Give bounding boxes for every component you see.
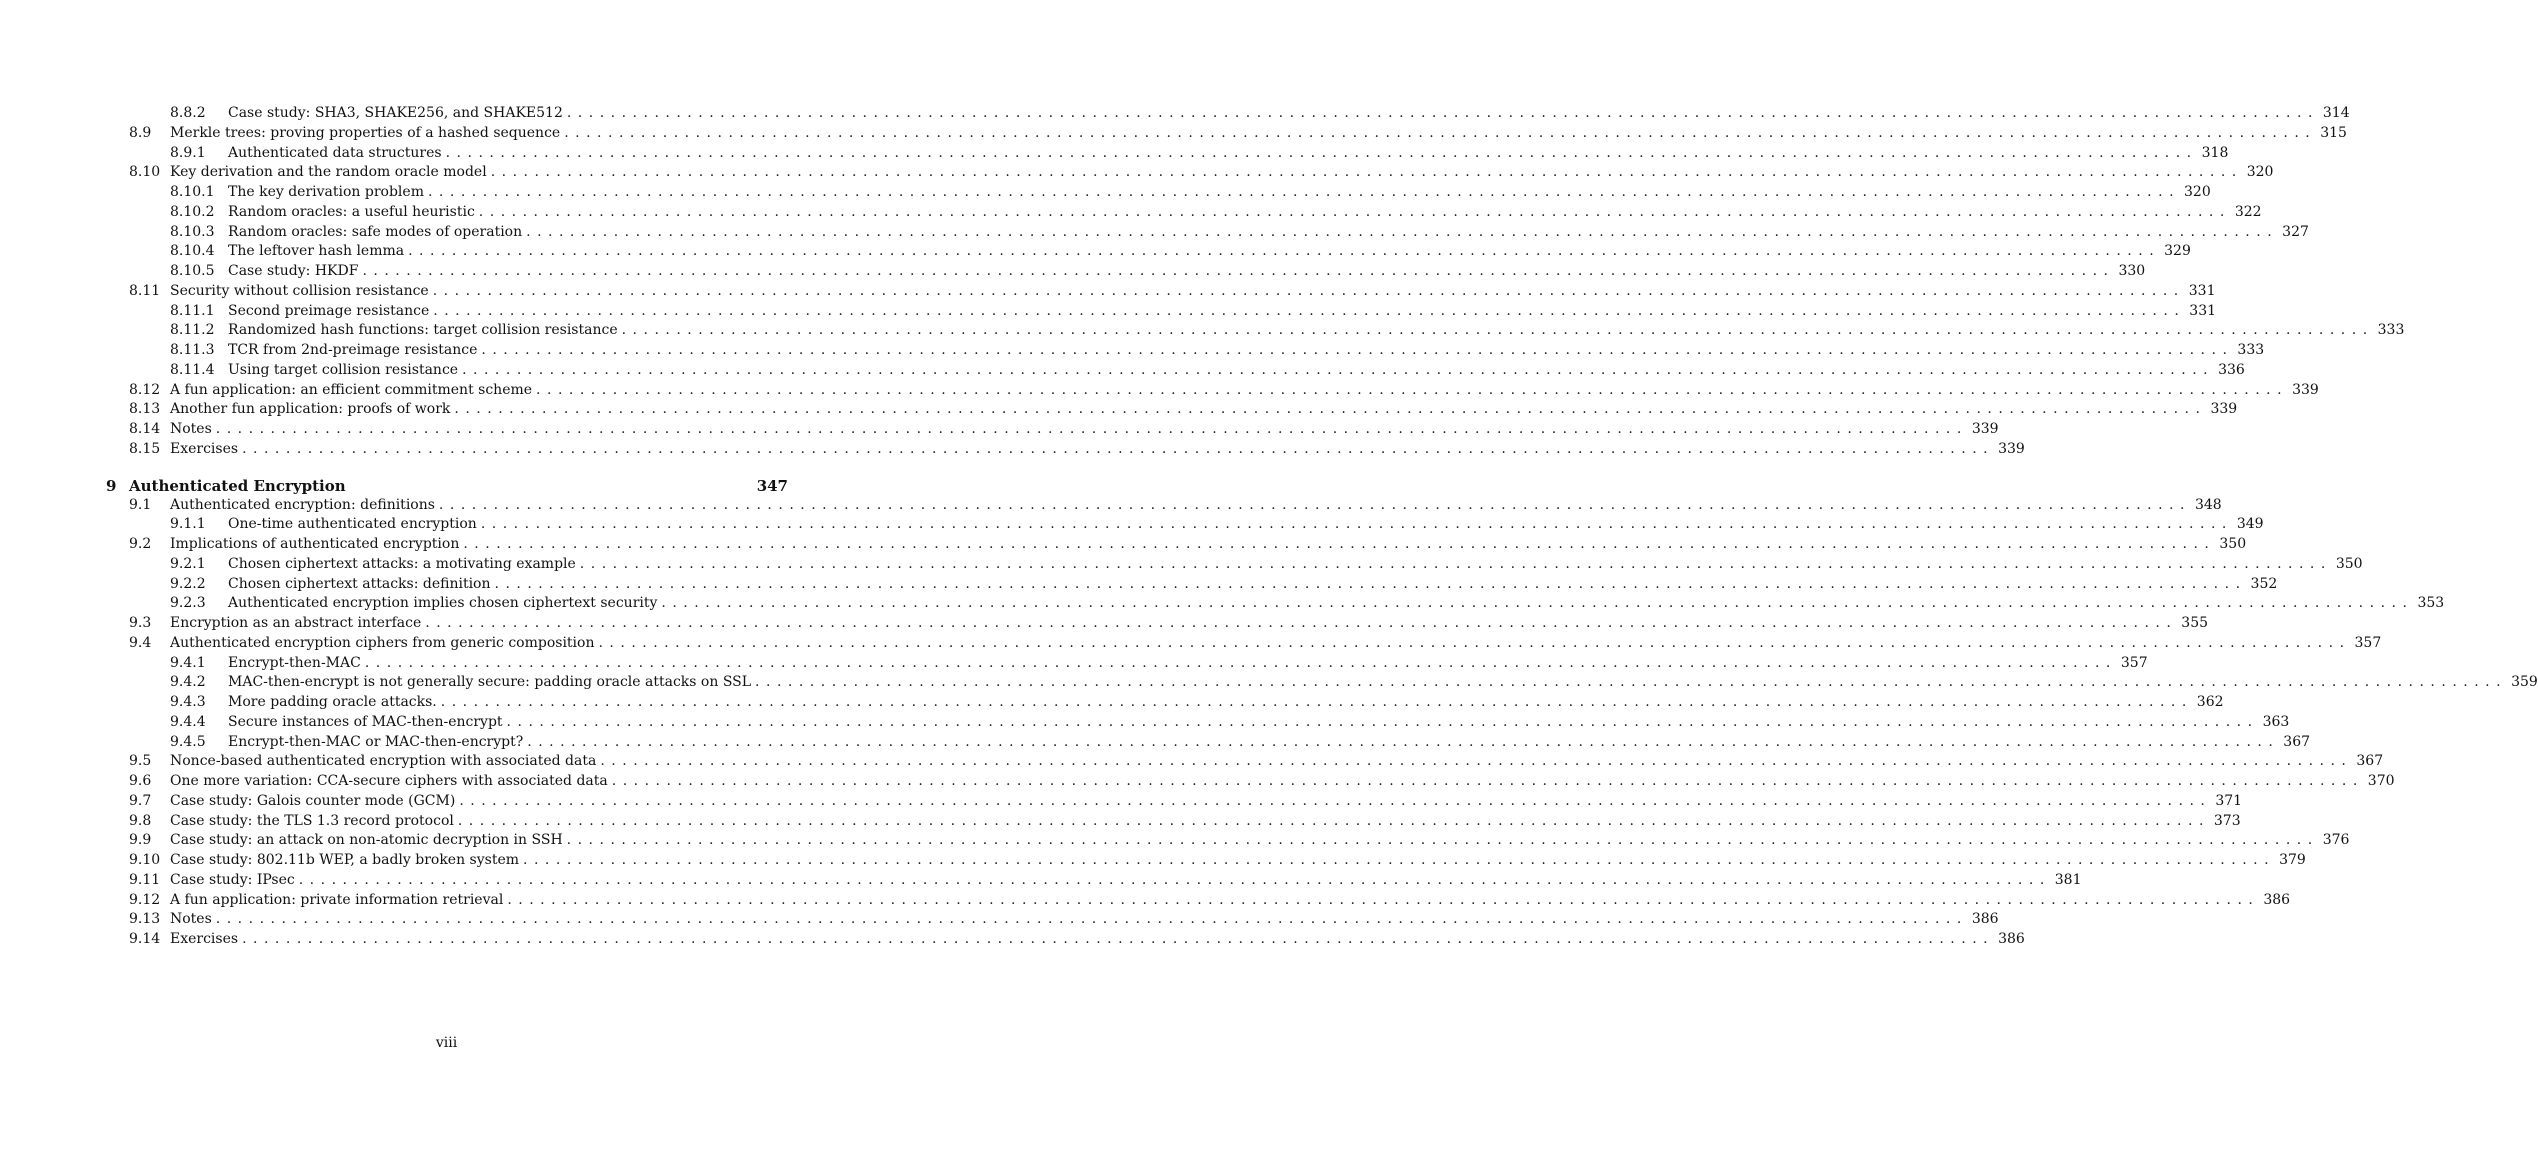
toc-leader-dots: ................................................................................................................................................................ xyxy=(523,852,2276,868)
toc-entry-line xyxy=(228,555,2363,575)
toc-entry-page: 386 xyxy=(1971,911,1999,928)
toc-entry-line xyxy=(170,535,2247,555)
toc-entry-number: 9.9 xyxy=(129,832,152,849)
toc-entry-title: The key derivation problem xyxy=(228,183,428,203)
toc-leader-dots: ................................................................................................................................................................ xyxy=(440,694,2193,710)
toc-entry-line xyxy=(228,673,2538,693)
toc-entry-page: 367 xyxy=(2283,733,2311,750)
toc-leader-dots: ................................................................................................................................................................ xyxy=(507,891,2260,908)
toc-section-entry[interactable] xyxy=(0,634,2382,654)
toc-entry-number: 9.4.4 xyxy=(170,713,206,730)
toc-entry-number: 8.13 xyxy=(129,401,161,418)
toc-entry-line xyxy=(170,812,2241,832)
toc-entry-number: 9.3 xyxy=(129,615,152,631)
toc-entry-page: 329 xyxy=(2164,243,2191,260)
toc-entry-page: 350 xyxy=(2219,536,2247,552)
toc-entry-page: 327 xyxy=(2282,223,2309,240)
toc-entry-title: Case study: the TLS 1.3 record protocol xyxy=(170,812,458,832)
toc-entry-line xyxy=(228,341,2265,361)
toc-leader-dots: ................................................................................................................................................................ xyxy=(462,361,2215,378)
toc-entry-title: A fun application: an efficient commitment scheme xyxy=(170,381,536,401)
toc-leader-dots: ................................................................................................................................................................ xyxy=(457,812,2210,829)
toc-subsection-entry[interactable] xyxy=(0,594,2445,614)
toc-entry-line xyxy=(228,144,2229,164)
toc-entry-line xyxy=(228,302,2217,322)
toc-entry-number: 8.10.3 xyxy=(170,223,215,240)
toc-entry-number: 9.1.1 xyxy=(170,516,206,533)
toc-entry-number: 9.4.2 xyxy=(170,674,206,691)
toc-entry-number: 9.2.2 xyxy=(170,575,206,592)
toc-section-entry[interactable] xyxy=(0,871,2082,891)
toc-entry-line xyxy=(170,792,2243,812)
toc-entry-number: 8.8.2 xyxy=(170,105,206,121)
toc-leader-dots: ................................................................................................................................................................ xyxy=(364,654,2117,671)
toc-entry-page: 339 xyxy=(2292,381,2319,398)
toc-leader-dots: ................................................................................................................................................................ xyxy=(242,440,1995,457)
toc-entry-title: Using target collision resistance xyxy=(228,361,462,381)
toc-entry-page: 322 xyxy=(2234,203,2262,220)
toc-subsection-entry[interactable] xyxy=(0,144,2229,164)
toc-leader-dots: ................................................................................................................................................................ xyxy=(445,144,2198,161)
toc-entry-title: One more variation: CCA-secure ciphers with associated data xyxy=(170,772,612,792)
toc-leader-dots: ................................................................................................................................................................ xyxy=(438,496,2191,513)
toc-entry-title: A fun application: private information retrieval xyxy=(170,891,507,911)
toc-entry-number: 8.12 xyxy=(129,381,161,398)
toc-entry-title: Randomized hash functions: target collision resistance xyxy=(228,321,622,341)
toc-entry-title: TCR from 2nd-preimage resistance xyxy=(228,341,481,361)
toc-entry-page: 315 xyxy=(2320,124,2347,141)
toc-entry-line xyxy=(228,713,2290,733)
toc-entry-title: Encryption as an abstract interface xyxy=(170,614,425,634)
toc-subsection-entry[interactable] xyxy=(0,262,2146,282)
toc-section-entry[interactable] xyxy=(0,282,2216,302)
toc-entry-page: 339 xyxy=(2210,401,2238,418)
toc-section-entry[interactable] xyxy=(0,752,2384,772)
toc-entry-number: 8.9 xyxy=(129,124,152,141)
toc-entry-title: Another fun application: proofs of work xyxy=(170,400,454,420)
toc-entry-number: 8.9.1 xyxy=(170,144,206,161)
toc-entry-title: The leftover hash lemma xyxy=(228,242,408,262)
toc-entry-line xyxy=(228,594,2445,614)
toc-entry-number: 8.10.1 xyxy=(170,184,215,200)
toc-entry-line xyxy=(170,851,2306,871)
toc-entry-line xyxy=(170,930,2025,950)
toc-entry-line xyxy=(170,772,2395,792)
toc-section-entry[interactable] xyxy=(0,163,2274,183)
toc-leader-dots: ................................................................................................................................................................ xyxy=(425,615,2178,631)
toc-leader-dots: ................................................................................................................................................................ xyxy=(215,911,1968,928)
toc-leader-dots: ................................................................................................................................................................ xyxy=(494,575,2247,592)
toc-leader-dots: ................................................................................................................................................................ xyxy=(600,753,2353,770)
toc-leader-dots: ................................................................................................................................................................ xyxy=(432,282,2185,299)
toc-entry-number: 9.8 xyxy=(129,812,152,829)
toc-entry-page: 355 xyxy=(2181,615,2209,631)
toc-leader-dots: ................................................................................................................................................................ xyxy=(481,342,2234,358)
toc-entry-number: 9.2 xyxy=(129,536,152,552)
toc-entry-number: 9.2.3 xyxy=(170,595,206,612)
toc-entry-line xyxy=(228,733,2311,753)
toc-section-entry[interactable] xyxy=(0,891,2291,911)
toc-leader-dots: ................................................................................................................................................................ xyxy=(242,931,1995,947)
toc-leader-dots: ................................................................................................................................................................ xyxy=(433,302,2186,319)
toc-entry-number: 8.11.1 xyxy=(170,302,215,319)
toc-entry-title: Authenticated data structures xyxy=(228,144,446,164)
toc-entry-line xyxy=(228,242,2191,262)
toc-section-entry[interactable] xyxy=(0,812,2241,832)
toc-subsection-entry[interactable] xyxy=(0,673,2538,693)
toc-subsection-entry[interactable] xyxy=(0,555,2363,575)
toc-entry-title: Second preimage resistance xyxy=(228,302,433,322)
toc-subsection-entry[interactable] xyxy=(0,361,2245,381)
chapter-heading[interactable] xyxy=(0,476,893,496)
toc-entry-title: Case study: SHA3, SHAKE256, and SHAKE512 xyxy=(228,104,567,124)
toc-leader-dots: ................................................................................................................................................................ xyxy=(362,263,2115,279)
toc-entry-page: 371 xyxy=(2215,792,2243,809)
toc-entry-page: 367 xyxy=(2356,753,2384,770)
toc-entry-number: 9.5 xyxy=(129,753,152,770)
toc-entry-page: 320 xyxy=(2184,184,2211,200)
toc-entry-line xyxy=(170,910,1999,930)
toc-entry-page: 348 xyxy=(2194,496,2222,513)
toc-entry-number: 8.10.5 xyxy=(170,263,215,279)
toc-entry-page: 331 xyxy=(2189,302,2217,319)
toc-entry-line xyxy=(170,381,2319,401)
toc-entry-line xyxy=(170,496,2222,516)
toc-subsection-entry[interactable] xyxy=(0,575,2278,595)
toc-entry-number: 9.12 xyxy=(129,891,161,908)
toc-leader-dots: ................................................................................................................................................................ xyxy=(490,164,2243,181)
toc-entry-number: 8.10 xyxy=(129,164,161,181)
toc-entry-title: Implications of authenticated encryption xyxy=(170,535,463,555)
toc-entry-line xyxy=(170,124,2347,144)
toc-entry-line xyxy=(170,440,2025,460)
toc-leader-dots: ................................................................................................................................................................ xyxy=(566,105,2319,121)
toc-entry-title: Encrypt-then-MAC or MAC-then-encrypt? xyxy=(228,733,527,753)
toc-entry-page: 386 xyxy=(1998,931,2025,947)
toc-entry-page: 349 xyxy=(2236,516,2264,533)
toc-entry-number: 9.4.1 xyxy=(170,654,206,671)
toc-entry-line xyxy=(228,361,2245,381)
toc-entry-title: Case study: 802.11b WEP, a badly broken system xyxy=(170,851,523,871)
toc-entry-number: 9.7 xyxy=(129,792,152,809)
toc-entry-page: 333 xyxy=(2377,322,2405,339)
toc-leader-dots: ................................................................................................................................................................ xyxy=(427,184,2181,200)
toc-section-entry[interactable] xyxy=(0,910,1999,930)
toc-entry-page: 331 xyxy=(2188,282,2216,299)
toc-leader-dots: ................................................................................................................................................................ xyxy=(611,773,2364,789)
toc-entry-number: 8.10.2 xyxy=(170,203,215,220)
toc-subsection-entry[interactable] xyxy=(0,183,2211,203)
toc-leader-dots: ................................................................................................................................................................ xyxy=(215,421,1968,437)
toc-entry-number: 8.11 xyxy=(129,282,161,299)
toc-entry-number: 8.15 xyxy=(129,440,161,457)
toc-entry-line xyxy=(170,614,2209,634)
toc-entry-page: 318 xyxy=(2201,144,2229,161)
toc-entry-title: MAC-then-encrypt is not generally secure: padding oracle attacks on SSL xyxy=(228,673,755,693)
page-number: viii xyxy=(435,1035,458,1051)
toc-entry-title: Nonce-based authenticated encryption with associated data xyxy=(170,752,600,772)
toc-entry-number: 9.4.3 xyxy=(170,694,206,710)
toc-leader-dots: ................................................................................................................................................................ xyxy=(526,223,2279,240)
toc-entry-number: 9.13 xyxy=(129,911,161,928)
toc-entry-page: 362 xyxy=(2196,694,2224,710)
chapter-page: 347 xyxy=(756,476,788,495)
toc-entry-line xyxy=(170,891,2291,911)
toc-subsection-entry[interactable] xyxy=(0,223,2309,243)
toc-section-entry[interactable] xyxy=(0,614,2209,634)
toc-subsection-entry[interactable] xyxy=(0,693,2224,713)
toc-entry-number: 9.11 xyxy=(129,871,161,888)
toc-section-entry[interactable] xyxy=(0,400,2238,420)
toc-leader-dots: ................................................................................................................................................................ xyxy=(463,536,2216,552)
toc-section-entry[interactable] xyxy=(0,792,2243,812)
toc-entry-line xyxy=(228,104,2350,124)
toc-entry-title: Chosen ciphertext attacks: definition xyxy=(228,575,495,595)
toc-entry-number: 9.1 xyxy=(129,496,152,513)
toc-leader-dots: ................................................................................................................................................................ xyxy=(661,595,2414,612)
toc-entry-page: 333 xyxy=(2237,342,2265,358)
toc-subsection-entry[interactable] xyxy=(0,203,2262,223)
toc-entry-page: 379 xyxy=(2279,852,2306,868)
toc-entry-line xyxy=(228,262,2146,282)
toc-subsection-entry[interactable] xyxy=(0,321,2405,341)
toc-section-entry[interactable] xyxy=(0,831,2350,851)
toc-entry-number: 8.11.4 xyxy=(170,361,215,378)
chapter-number: 9 xyxy=(106,476,117,495)
toc-subsection-entry[interactable] xyxy=(0,713,2290,733)
toc-entry-page: 350 xyxy=(2335,555,2363,572)
toc-section-entry[interactable] xyxy=(0,535,2247,555)
toc-section-entry[interactable] xyxy=(0,930,2025,950)
toc-entry-title: Merkle trees: proving properties of a hashed sequence xyxy=(170,124,564,144)
toc-section-chapter-9 xyxy=(0,496,2538,950)
toc-entry-title: Case study: IPsec xyxy=(170,871,299,891)
toc-entry-line xyxy=(228,693,2224,713)
toc-entry-line xyxy=(170,831,2350,851)
toc-entry-line xyxy=(170,871,2082,891)
toc-entry-number: 8.11.3 xyxy=(170,342,215,358)
toc-leader-dots: ................................................................................................................................................................ xyxy=(459,792,2212,809)
toc-entry-line xyxy=(228,203,2262,223)
toc-entry-line xyxy=(170,752,2384,772)
toc-entry-page: 376 xyxy=(2322,832,2350,849)
toc-entry-number: 9.14 xyxy=(129,931,161,947)
toc-entry-title: Exercises xyxy=(170,930,242,950)
toc-entry-line xyxy=(170,634,2382,654)
toc-entry-page: 352 xyxy=(2250,575,2278,592)
toc-subsection-entry[interactable] xyxy=(0,302,2217,322)
toc-entry-page: 336 xyxy=(2218,361,2245,378)
chapter-title: Authenticated Encryption xyxy=(129,476,346,495)
toc-entry-title: Authenticated encryption: definitions xyxy=(170,496,439,516)
toc-entry-number: 8.10.4 xyxy=(170,243,215,260)
toc-entry-title: Exercises xyxy=(170,440,242,460)
toc-entry-line xyxy=(228,575,2278,595)
toc-entry-line xyxy=(228,654,2148,674)
toc-entry-line xyxy=(228,515,2264,535)
toc-subsection-entry[interactable] xyxy=(0,242,2191,262)
toc-leader-dots: ................................................................................................................................................................ xyxy=(564,124,2317,141)
toc-entry-page: 314 xyxy=(2322,105,2350,121)
toc-entry-number: 9.10 xyxy=(129,852,161,868)
toc-leader-dots: ................................................................................................................................................................ xyxy=(598,634,2351,651)
toc-leader-dots: ................................................................................................................................................................ xyxy=(621,322,2374,339)
toc-entry-page: 370 xyxy=(2367,773,2395,789)
toc-section-chapter-8 xyxy=(0,104,2405,460)
toc-entry-line xyxy=(228,321,2405,341)
toc-leader-dots: ................................................................................................................................................................ xyxy=(454,401,2207,418)
toc-entry-number: 9.6 xyxy=(129,773,152,789)
toc-entry-page: 357 xyxy=(2120,654,2148,671)
toc-entry-title: Security without collision resistance xyxy=(170,282,433,302)
toc-leader-dots: ................................................................................................................................................................ xyxy=(755,674,2508,691)
toc-entry-line xyxy=(170,420,1999,440)
toc-entry-title: Key derivation and the random oracle model xyxy=(170,163,491,183)
toc-section-entry[interactable] xyxy=(0,851,2306,871)
toc-entry-title: More padding oracle attacks. xyxy=(228,693,441,713)
toc-entry-title: Authenticated encryption ciphers from generic composition xyxy=(170,634,598,654)
toc-entry-line xyxy=(228,183,2211,203)
toc-entry-line xyxy=(228,223,2309,243)
toc-entry-title: Random oracles: a useful heuristic xyxy=(228,203,479,223)
toc-entry-title: One-time authenticated encryption xyxy=(228,515,481,535)
toc-entry-title: Case study: Galois counter mode (GCM) xyxy=(170,792,459,812)
toc-entry-page: 339 xyxy=(1971,421,1999,437)
toc-section-entry[interactable] xyxy=(0,440,2025,460)
toc-entry-number: 9.4 xyxy=(129,634,152,651)
toc-section-entry[interactable] xyxy=(0,381,2319,401)
toc-entry-title: Random oracles: safe modes of operation xyxy=(228,223,526,243)
toc-subsection-entry[interactable] xyxy=(0,654,2148,674)
toc-entry-page: 357 xyxy=(2354,634,2382,651)
toc-entry-page: 381 xyxy=(2054,871,2082,888)
toc-leader-dots: ................................................................................................................................................................ xyxy=(579,555,2332,572)
toc-leader-dots: ................................................................................................................................................................ xyxy=(566,832,2319,849)
toc-entry-page: 339 xyxy=(1998,440,2025,457)
toc-entry-page: 363 xyxy=(2262,713,2290,730)
toc-entry-page: 359 xyxy=(2511,674,2538,691)
toc-entry-line xyxy=(170,163,2274,183)
toc-section-entry[interactable] xyxy=(0,496,2222,516)
toc-entry-page: 330 xyxy=(2118,263,2146,279)
toc-entry-page: 373 xyxy=(2213,812,2241,829)
toc-entry-line xyxy=(170,400,2238,420)
toc-section-entry[interactable] xyxy=(0,772,2395,792)
toc-leader-dots: ................................................................................................................................................................ xyxy=(527,733,2280,750)
toc-entry-number: 9.4.5 xyxy=(170,733,206,750)
toc-entry-number: 9.2.1 xyxy=(170,555,206,572)
toc-leader-dots: ................................................................................................................................................................ xyxy=(408,243,2161,260)
table-of-contents xyxy=(0,104,2538,950)
toc-entry-page: 353 xyxy=(2417,595,2445,612)
toc-entry-line xyxy=(170,282,2216,302)
toc-entry-title: Secure instances of MAC-then-encrypt xyxy=(228,713,507,733)
toc-leader-dots: ................................................................................................................................................................ xyxy=(478,203,2231,220)
toc-subsection-entry[interactable] xyxy=(0,515,2264,535)
toc-entry-title: Encrypt-then-MAC xyxy=(228,654,365,674)
toc-entry-title: Authenticated encryption implies chosen ciphertext security xyxy=(228,594,661,614)
toc-entry-title: Case study: HKDF xyxy=(228,262,362,282)
toc-subsection-entry[interactable] xyxy=(0,733,2311,753)
toc-entry-title: Chosen ciphertext attacks: a motivating example xyxy=(228,555,580,575)
toc-entry-title: Notes xyxy=(170,910,216,930)
toc-section-entry[interactable] xyxy=(0,124,2347,144)
toc-leader-dots: ................................................................................................................................................................ xyxy=(536,381,2289,398)
toc-entry-page: 320 xyxy=(2246,164,2274,181)
toc-entry-number: 8.11.2 xyxy=(170,322,215,339)
toc-entry-title: Case study: an attack on non-atomic decryption in SSH xyxy=(170,831,567,851)
toc-subsection-entry[interactable] xyxy=(0,104,2350,124)
toc-entry-title: Notes xyxy=(170,420,216,440)
toc-section-entry[interactable] xyxy=(0,420,1999,440)
toc-entry-page: 386 xyxy=(2263,891,2291,908)
toc-subsection-entry[interactable] xyxy=(0,341,2265,361)
toc-leader-dots: ................................................................................................................................................................ xyxy=(506,713,2259,730)
toc-entry-number: 8.14 xyxy=(129,421,161,437)
toc-leader-dots: ................................................................................................................................................................ xyxy=(298,871,2051,888)
toc-leader-dots: ................................................................................................................................................................ xyxy=(480,516,2233,533)
